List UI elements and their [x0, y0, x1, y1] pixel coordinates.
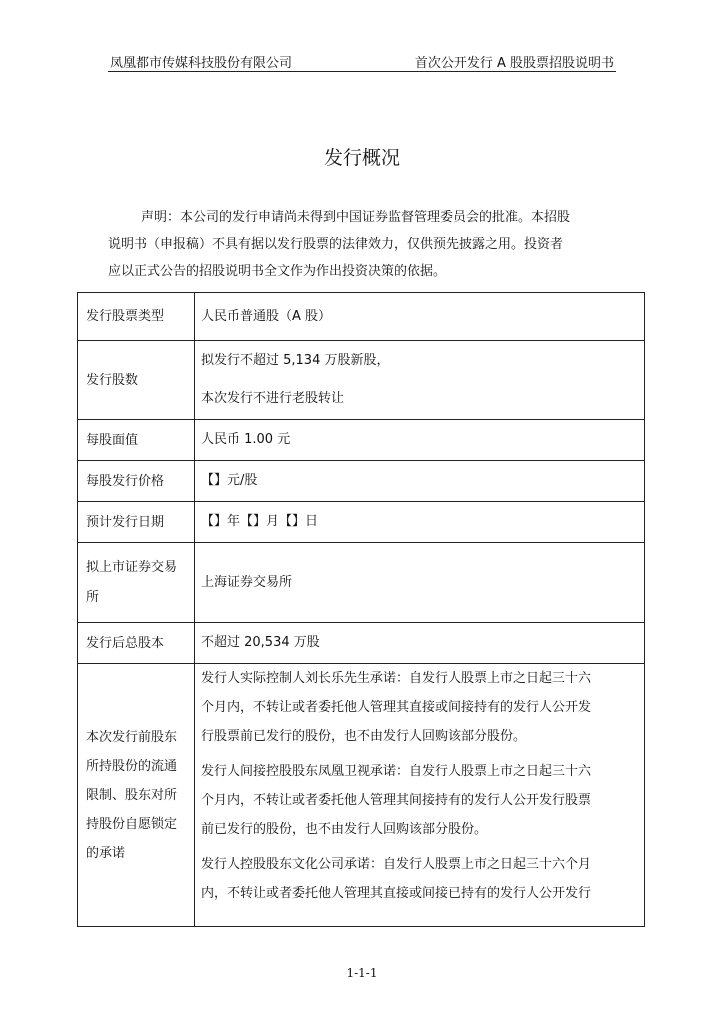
table-row-exchange: [78, 543, 645, 623]
lockup-value: [195, 664, 645, 927]
stock-type-label: 发行股票类型: [78, 293, 195, 341]
shares-value: [195, 341, 645, 420]
lockup-label-line-5: 的承诺: [86, 845, 126, 861]
price-value: 【】元/股: [195, 461, 645, 502]
lockup-label-line-3: 限制、股东对所: [86, 787, 178, 803]
price-label: 每股发行价格: [78, 461, 195, 502]
lockup-p2-line-3: 前已发行的股份，也不由发行人回购该部分股份。: [201, 822, 488, 837]
page-header: [108, 49, 616, 72]
lockup-label-line-1: 本次发行前股东: [86, 729, 178, 745]
shares-label: 发行股数: [78, 341, 195, 420]
lockup-paragraph-3: [201, 850, 638, 908]
table-row-total-capital: [78, 623, 645, 664]
page-title: 发行概况: [323, 147, 400, 169]
table-row-stock-type: [78, 293, 645, 341]
statement-line-2: 说明书（申报稿）不具有据以发行股票的法律效力，仅供预先披露之用。投资者: [108, 237, 564, 252]
header-company: 凤凰都市传媒科技股份有限公司: [110, 56, 293, 71]
lockup-paragraph-2: [201, 757, 638, 844]
lockup-p1-line-2: 个月内，不转让或者委托他人管理其直接或间接持有的发行人公开发: [201, 700, 592, 715]
total-capital-value: 不超过 20,534 万股: [195, 623, 645, 664]
shares-value-line-1: 拟发行不超过 5,134 万股新股，: [201, 353, 390, 368]
exchange-label-line-2: 所: [86, 589, 100, 605]
table-row-lockup: [78, 664, 645, 927]
lockup-p1-line-1: 发行人实际控制人刘长乐先生承诺：自发行人股票上市之日起三十六: [201, 671, 592, 686]
lockup-label-line-2: 所持股份的流通: [86, 758, 178, 774]
stock-type-value: 人民币普通股（A 股）: [195, 293, 645, 341]
exchange-label: [78, 543, 195, 623]
table-row-shares: [78, 341, 645, 420]
lockup-paragraph-1: [201, 664, 638, 751]
exchange-label-line-1: 拟上市证券交易: [86, 559, 178, 575]
exchange-value: 上海证券交易所: [195, 543, 645, 623]
lockup-p1-line-3: 行股票前已发行的股份，也不由发行人回购该部分股份。: [201, 729, 527, 744]
table-row-price: [78, 461, 645, 502]
lockup-label: [78, 664, 195, 927]
header-doc-title: 首次公开发行 A 股股票招股说明书: [414, 56, 614, 71]
total-capital-label: 发行后总股本: [78, 623, 195, 664]
lockup-p3-line-2: 内，不转让或者委托他人管理其直接或间接已持有的发行人公开发行: [201, 886, 592, 901]
lockup-p3-line-1: 发行人控股股东文化公司承诺：自发行人股票上市之日起三十六个月: [201, 857, 592, 872]
lockup-p2-line-2: 个月内，不转让或者委托他人管理其间接持有的发行人公开发行股票: [201, 793, 592, 808]
date-value: 【】年【】月【】日: [195, 502, 645, 543]
par-value-value: 人民币 1.00 元: [195, 420, 645, 461]
statement-line-1: 声明：本公司的发行申请尚未得到中国证券监督管理委员会的批准。本招股: [141, 210, 571, 225]
disclaimer-statement: [108, 204, 616, 285]
lockup-label-line-4: 持股份自愿锁定: [86, 816, 178, 832]
statement-line-3: 应以正式公告的招股说明书全文作为作出投资决策的依据。: [108, 264, 447, 279]
table-row-date: [78, 502, 645, 543]
lockup-p2-line-1: 发行人间接控股股东凤凰卫视承诺：自发行人股票上市之日起三十六: [201, 764, 592, 779]
page-number: 1-1-1: [346, 966, 378, 980]
issuance-overview-table: [77, 292, 645, 927]
par-value-label: 每股面值: [78, 420, 195, 461]
date-label: 预计发行日期: [78, 502, 195, 543]
table-row-par-value: [78, 420, 645, 461]
shares-value-line-2: 本次发行不进行老股转让: [201, 391, 345, 406]
